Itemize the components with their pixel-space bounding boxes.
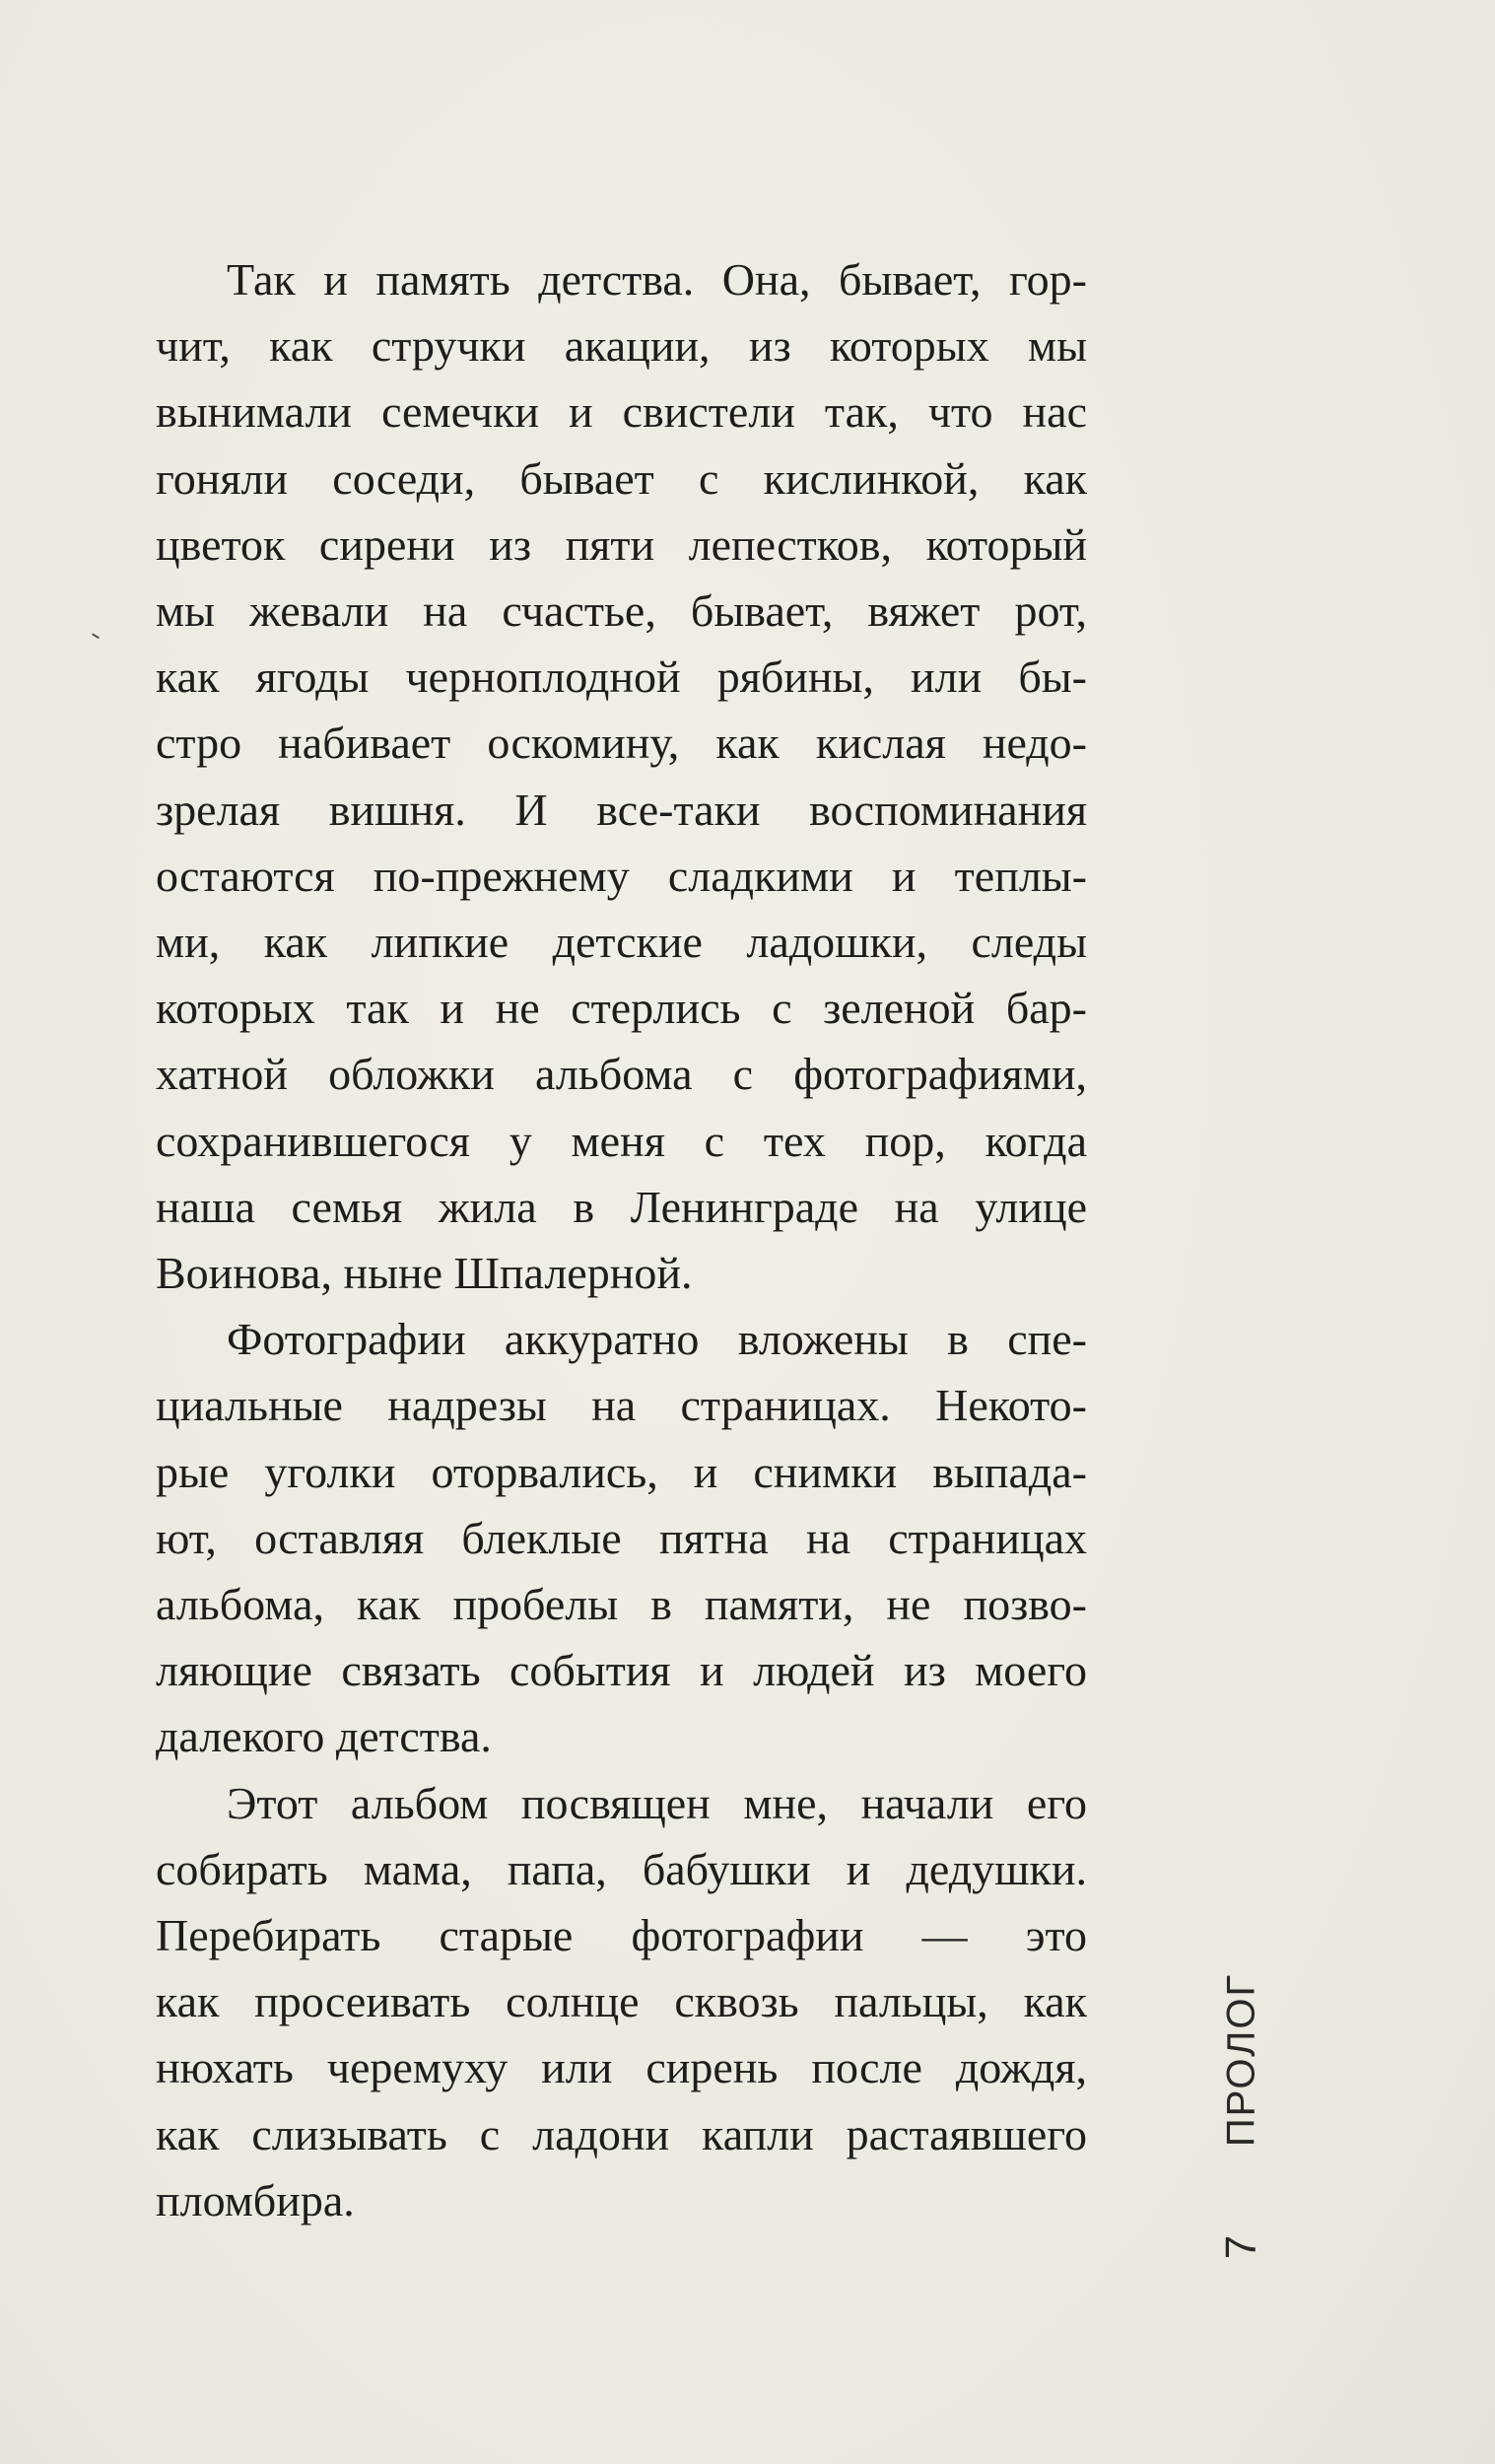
text-line: собирать мама, папа, бабушки и дедушки. <box>156 1843 1087 1894</box>
page-number <box>1202 2208 1281 2287</box>
paragraph-2 <box>156 1306 1087 1769</box>
text-line: цветок сирени из пяти лепестков, который <box>156 518 1087 570</box>
text-line: как ягоды черноплодной рябины, или бы- <box>156 651 1087 703</box>
running-head-label: ПРОЛОГ <box>1219 1972 1263 2148</box>
text-line: хатной обложки альбома с фотографиями, <box>156 1049 1087 1100</box>
text-line: которых так и не стерлись с зеленой бар- <box>156 983 1087 1034</box>
text-line: Воинова, ныне Шпалерной. <box>156 1248 693 1299</box>
text-line: как слизывать с ладони капли растаявшего <box>156 2108 1087 2159</box>
text-line: ми, как липкие детские ладошки, следы <box>156 917 1087 968</box>
paragraph-3 <box>156 1770 1087 2233</box>
text-line: как просеивать солнце сквозь пальцы, как <box>156 1976 1087 2027</box>
ink-speck <box>90 633 100 642</box>
text-line: мы жевали на счастье, бывает, вяжет рот, <box>156 585 1087 637</box>
text-line: ют, оставляя блеклые пятна на страницах <box>156 1512 1087 1563</box>
body-text <box>156 246 1087 2233</box>
text-line: рые уголки оторвались, и снимки выпада- <box>156 1446 1087 1497</box>
text-line: остаются по-прежнему сладкими и теплы- <box>156 850 1087 901</box>
running-head <box>1183 1972 1301 2148</box>
text-line: ляющие связать события и людей из моего <box>156 1645 1087 1696</box>
text-line: Так и память детства. Она, бывает, гор- <box>227 254 1087 305</box>
text-line: Этот альбом посвящен мне, начали его <box>227 1777 1087 1828</box>
text-line: Перебирать старые фотографии — это <box>156 1910 1087 1961</box>
text-line: чит, как стручки акации, из которых мы <box>156 320 1087 372</box>
text-line: Фотографии аккуратно вложены в спе- <box>227 1314 1087 1365</box>
paragraph-1 <box>156 246 1087 1306</box>
text-line: наша семья жила в Ленинграде на улице <box>156 1181 1087 1232</box>
text-line: циальные надрезы на страницах. Некото- <box>156 1380 1087 1431</box>
text-line: далекого детства. <box>156 1711 492 1762</box>
text-line: вынимали семечки и свистели так, что нас <box>156 386 1087 438</box>
text-line: зрелая вишня. И все-таки воспоминания <box>156 784 1087 835</box>
text-line: нюхать черемуху или сирень после дождя, <box>156 2042 1087 2093</box>
text-line: пломбира. <box>156 2174 355 2225</box>
text-line: гоняли соседи, бывает с кислинкой, как <box>156 452 1087 504</box>
page-number-label: 7 <box>1217 2234 1265 2260</box>
text-line: сохранившегося у меня с тех пор, когда <box>156 1115 1087 1166</box>
text-line: альбома, как пробелы в памяти, не позво- <box>156 1579 1087 1630</box>
text-line: стро набивает оскомину, как кислая недо- <box>156 718 1087 769</box>
